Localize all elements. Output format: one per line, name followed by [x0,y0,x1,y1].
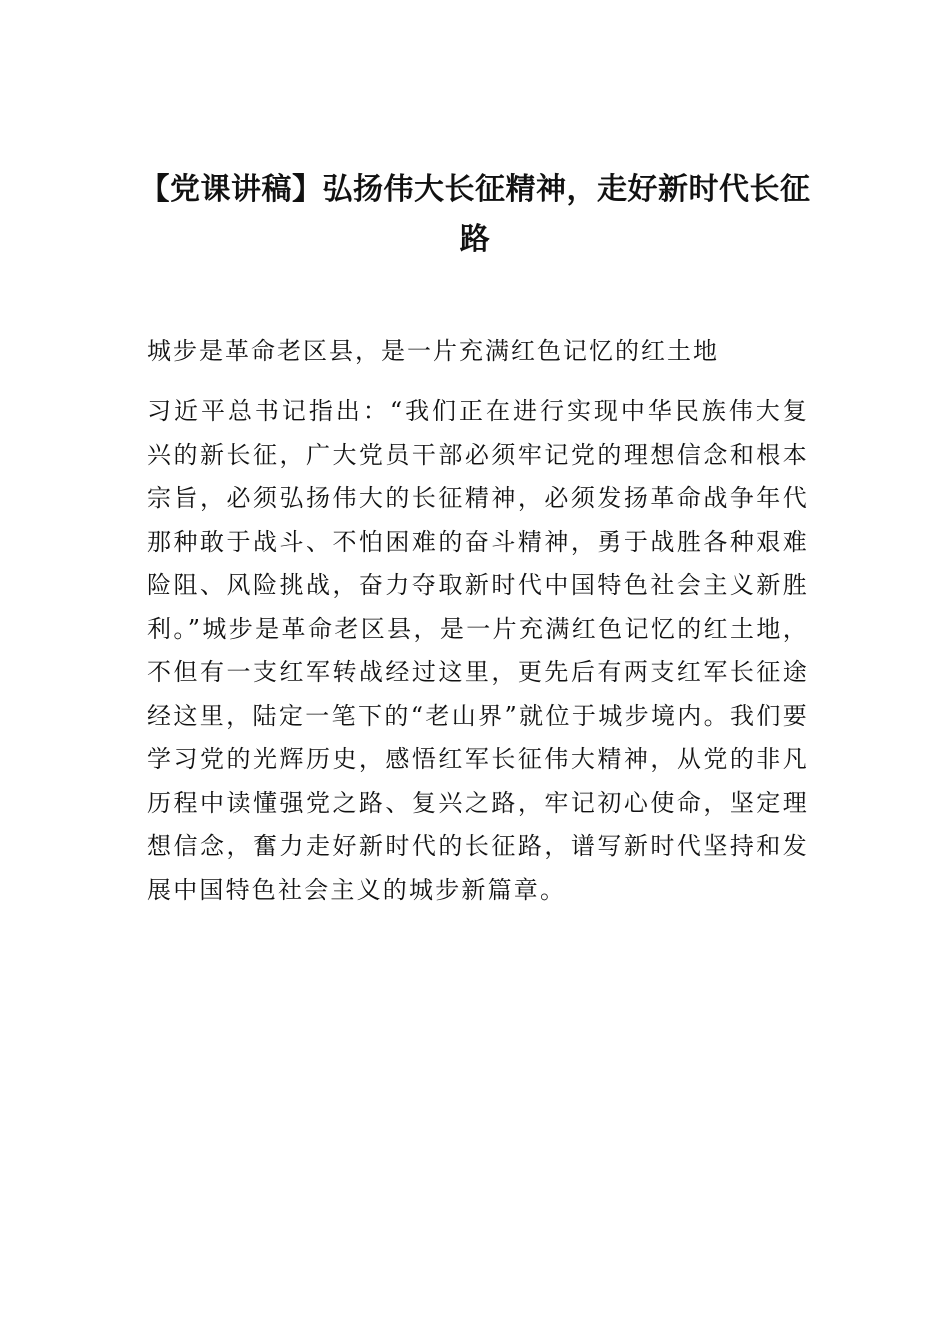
document-subtitle: 城步是革命老区县，是一片充满红色记忆的红土地 [147,337,719,365]
document-title: 【党课讲稿】弘扬伟大长征精神，走好新时代长征路 [139,172,811,257]
body-paragraph: 习近平总书记指出：“我们正在进行实现中华民族伟大复兴的新长征，广大党员干部必须牢记党的理想信念和根本宗旨，必须弘扬伟大的长征精神，必须发扬革命战争年代那种敢于战斗、不怕困难的奋斗精神，勇于战胜各种艰难险阻、风险挑战，奋力夺取新时代中国特色社会主义新胜利。”城步是革命老区县，是一片充满红色记忆的红土地，不但有一支红军转战经过这里，更先后有两支红军长征途经这里，陆定一笔下的“老山界”就位于城步境内。我们要学习党的光辉历史，感悟红军长征伟大精神，从党的非凡历程中读懂强党之路、复兴之路，牢记初心使命，坚定理想信念，奮力走好新时代的长征路，谱写新时代坚持和发展中国特色社会主义的城步新篇章。 [147,397,809,904]
